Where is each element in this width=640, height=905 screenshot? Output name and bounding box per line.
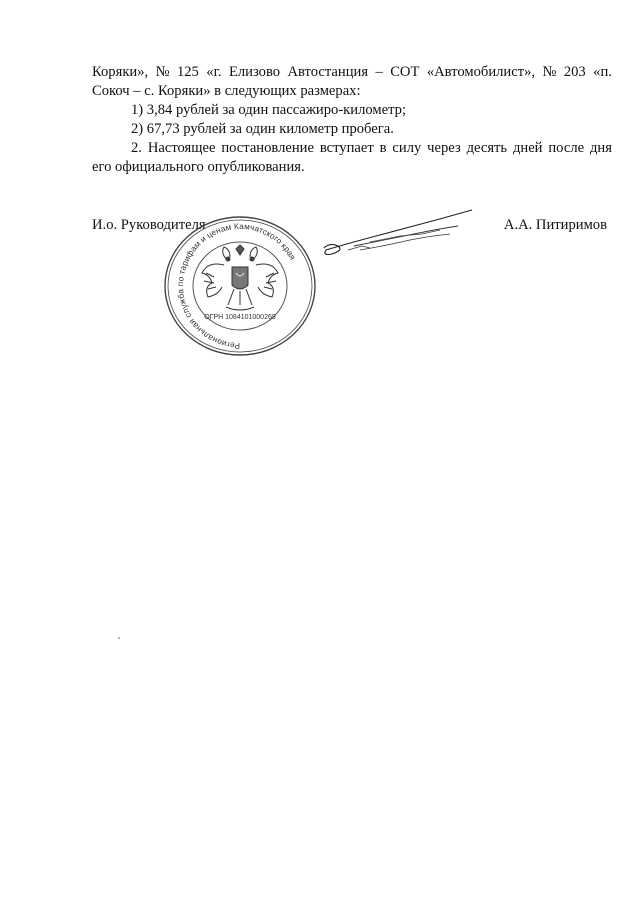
body-text [92, 63, 612, 177]
scan-speck [118, 637, 120, 639]
word: «Автомобилист», [426, 64, 536, 80]
text-line-1 [92, 63, 612, 82]
seal-ogrn-text: ОГРН 1084101000269 [204, 314, 276, 321]
word: 203 [563, 64, 586, 80]
word: СОТ [390, 64, 420, 80]
list-item-2: 2) 67,73 рублей за один километр пробега. [131, 121, 394, 137]
word: вступает [319, 140, 374, 156]
seal-ring-text: Региональная служба по тарифам и ценам Камчатского края [175, 220, 299, 352]
paragraph-2-line-2: его официального опубликования. [92, 159, 305, 175]
word: – [375, 64, 383, 80]
signatory-name: А.А. Питиримов [503, 217, 607, 233]
word: Автостанция [287, 64, 369, 80]
handwritten-signature-icon [320, 206, 480, 266]
word: 2. [131, 140, 142, 156]
word: дней [512, 140, 543, 156]
word: Коряки», [92, 64, 149, 80]
word: № [155, 64, 170, 80]
word: «г. [206, 64, 222, 80]
text-line-2: Сокоч – с. Коряки» в следующих размерах: [92, 83, 361, 99]
word: десять [466, 140, 508, 156]
word: 125 [176, 64, 199, 80]
eagle-emblem-icon [202, 245, 278, 310]
word: в [379, 140, 387, 156]
word: «п. [593, 64, 612, 80]
word: через [427, 140, 461, 156]
word: после [548, 140, 585, 156]
word: постановление [221, 140, 314, 156]
word: дня [589, 140, 612, 156]
word: Настоящее [147, 140, 216, 156]
paragraph-2-line-1 [92, 139, 612, 158]
signatory-position: И.о. Руководителя [92, 217, 206, 233]
word: Елизово [228, 64, 281, 80]
word: № [542, 64, 557, 80]
word: силу [392, 140, 422, 156]
official-seal-icon [162, 215, 318, 357]
list-item-1: 1) 3,84 рублей за один пассажиро-километр; [131, 102, 407, 118]
